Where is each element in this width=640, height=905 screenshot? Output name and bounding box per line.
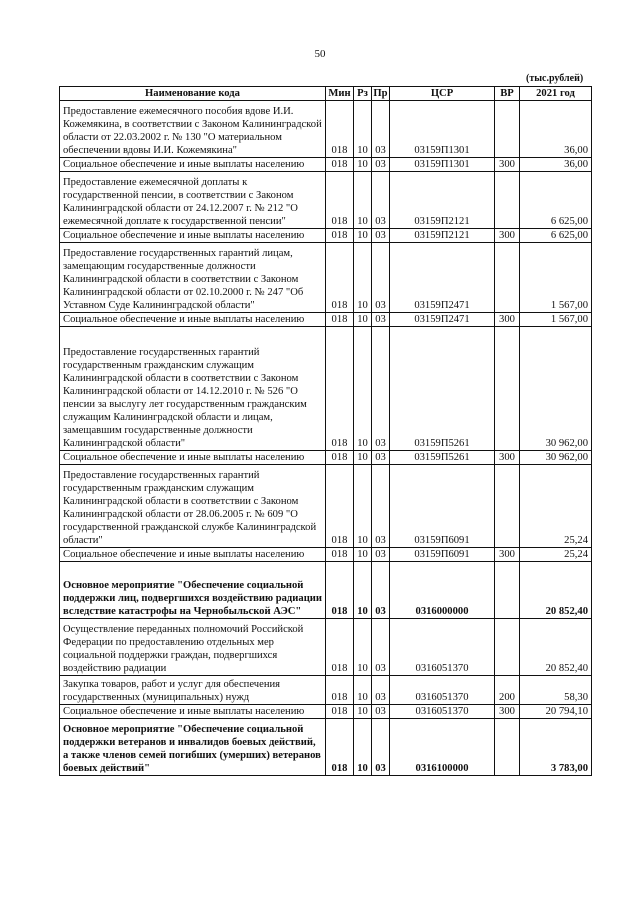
table-row [60, 719, 592, 776]
row-subsection-cell: 03 [372, 451, 390, 465]
row-target-code-cell: 0316051370 [390, 705, 495, 719]
row-expense-type-cell [495, 562, 520, 619]
row-ministry-cell: 018 [326, 719, 354, 776]
row-target-code-cell: 0316051370 [390, 619, 495, 676]
table-row [60, 562, 592, 619]
table-row [60, 243, 592, 313]
row-target-code-cell: 03159П5261 [390, 451, 495, 465]
row-ministry-cell: 018 [326, 676, 354, 705]
page-number: 50 [314, 48, 326, 60]
row-target-code-cell: 0316000000 [390, 562, 495, 619]
row-section-cell: 10 [354, 101, 372, 158]
row-expense-type-cell: 300 [495, 548, 520, 562]
row-amount-cell: 20 852,40 [520, 619, 592, 676]
table-body [60, 101, 592, 776]
row-ministry-cell: 018 [326, 101, 354, 158]
table-row [60, 548, 592, 562]
row-amount-cell: 25,24 [520, 548, 592, 562]
row-expense-type-cell: 300 [495, 229, 520, 243]
row-amount-cell: 6 625,00 [520, 172, 592, 229]
row-amount-cell: 58,30 [520, 676, 592, 705]
row-ministry-cell: 018 [326, 172, 354, 229]
row-expense-type-cell: 300 [495, 313, 520, 327]
row-expense-type-cell [495, 719, 520, 776]
row-ministry-cell: 018 [326, 229, 354, 243]
row-name-cell: Предоставление ежемесячной доплаты к государственной пенсии, в соответствии с Законом Калининградской области от 24.12.2007 г. № 212 "О ежемесячной доплате к государственной пенсии" [60, 172, 326, 229]
row-subsection-cell: 03 [372, 562, 390, 619]
row-expense-type-cell [495, 465, 520, 548]
header-section: Рз [354, 87, 372, 101]
row-name-cell: Предоставление ежемесячного пособия вдове И.И. Кожемякина, в соответствии с Законом Калининградской области от 22.03.2002 г. № 130 "О материальном обеспечении вдовы И.И. Кожемякина" [60, 101, 326, 158]
table-row [60, 327, 592, 451]
row-target-code-cell: 0316051370 [390, 676, 495, 705]
row-target-code-cell: 03159П6091 [390, 465, 495, 548]
row-subsection-cell: 03 [372, 243, 390, 313]
row-target-code-cell: 03159П6091 [390, 548, 495, 562]
row-section-cell: 10 [354, 451, 372, 465]
row-section-cell: 10 [354, 327, 372, 451]
row-section-cell: 10 [354, 313, 372, 327]
row-target-code-cell: 03159П1301 [390, 101, 495, 158]
row-target-code-cell: 03159П2471 [390, 243, 495, 313]
row-expense-type-cell: 300 [495, 705, 520, 719]
row-section-cell: 10 [354, 172, 372, 229]
header-year: 2021 год [520, 87, 592, 101]
header-ministry: Мин [326, 87, 354, 101]
table-row [60, 229, 592, 243]
table-row [60, 172, 592, 229]
row-target-code-cell: 03159П1301 [390, 158, 495, 172]
row-section-cell: 10 [354, 548, 372, 562]
row-amount-cell: 1 567,00 [520, 243, 592, 313]
row-ministry-cell: 018 [326, 313, 354, 327]
row-name-cell: Осуществление переданных полномочий Российской Федерации по предоставлению отдельных мер социальной поддержки граждан, подвергшихся воздействию радиации [60, 619, 326, 676]
table-row [60, 465, 592, 548]
row-subsection-cell: 03 [372, 465, 390, 548]
row-ministry-cell: 018 [326, 465, 354, 548]
header-target-code: ЦСР [390, 87, 495, 101]
header-expense-type: ВР [495, 87, 520, 101]
table-row [60, 313, 592, 327]
row-amount-cell: 6 625,00 [520, 229, 592, 243]
row-expense-type-cell [495, 619, 520, 676]
row-subsection-cell: 03 [372, 158, 390, 172]
row-subsection-cell: 03 [372, 705, 390, 719]
row-subsection-cell: 03 [372, 101, 390, 158]
row-section-cell: 10 [354, 619, 372, 676]
row-section-cell: 10 [354, 705, 372, 719]
row-subsection-cell: 03 [372, 619, 390, 676]
row-name-cell: Основное мероприятие "Обеспечение социальной поддержки ветеранов и инвалидов боевых действий, а также членов семей погибших (умерших) ветеранов боевых действий" [60, 719, 326, 776]
table-header-row [60, 87, 592, 101]
header-name: Наименование кода [60, 87, 326, 101]
table-row [60, 619, 592, 676]
row-name-cell: Социальное обеспечение и иные выплаты населению [60, 229, 326, 243]
row-name-cell: Социальное обеспечение и иные выплаты населению [60, 313, 326, 327]
row-expense-type-cell [495, 327, 520, 451]
row-amount-cell: 1 567,00 [520, 313, 592, 327]
row-expense-type-cell [495, 101, 520, 158]
row-amount-cell: 20 852,40 [520, 562, 592, 619]
row-subsection-cell: 03 [372, 229, 390, 243]
row-subsection-cell: 03 [372, 548, 390, 562]
row-expense-type-cell [495, 172, 520, 229]
table-row [60, 101, 592, 158]
budget-table [59, 86, 592, 776]
row-section-cell: 10 [354, 562, 372, 619]
row-name-cell: Основное мероприятие "Обеспечение социальной поддержки лиц, подвергшихся воздействию радиации вследствие катастрофы на Чернобыльской АЭС" [60, 562, 326, 619]
row-name-cell: Закупка товаров, работ и услуг для обеспечения государственных (муниципальных) нужд [60, 676, 326, 705]
table-row [60, 451, 592, 465]
row-name-cell: Предоставление государственных гарантий лицам, замещающим государственные должности Калининградской области в соответствии с Законом Калининградской области от 02.10.2000 г. № 247 "Об Уставном Суде Калининградской области" [60, 243, 326, 313]
row-name-cell: Социальное обеспечение и иные выплаты населению [60, 548, 326, 562]
row-ministry-cell: 018 [326, 705, 354, 719]
header-subsection: Пр [373, 88, 388, 99]
row-section-cell: 10 [354, 243, 372, 313]
row-target-code-cell: 03159П2121 [390, 229, 495, 243]
row-expense-type-cell: 200 [495, 676, 520, 705]
row-name-cell: Социальное обеспечение и иные выплаты населению [60, 451, 326, 465]
row-ministry-cell: 018 [326, 619, 354, 676]
row-target-code-cell: 03159П2121 [390, 172, 495, 229]
row-expense-type-cell: 300 [495, 451, 520, 465]
row-section-cell: 10 [354, 465, 372, 548]
row-amount-cell: 30 962,00 [520, 451, 592, 465]
row-target-code-cell: 0316100000 [390, 719, 495, 776]
row-ministry-cell: 018 [326, 548, 354, 562]
row-section-cell: 10 [354, 676, 372, 705]
row-target-code-cell: 03159П2471 [390, 313, 495, 327]
row-section-cell: 10 [354, 158, 372, 172]
row-ministry-cell: 018 [326, 243, 354, 313]
row-ministry-cell: 018 [326, 562, 354, 619]
row-name-cell: Предоставление государственных гарантий государственным гражданским служащим Калининградской области в соответствии с Законом Калининградской области от 14.12.2010 г. № 526 "О пенсии за выслугу лет государственным гражданским служащим Калининградской области и лицам, замещавшим государственные должности Калининградской области" [60, 327, 326, 451]
row-section-cell: 10 [354, 229, 372, 243]
row-subsection-cell: 03 [372, 327, 390, 451]
row-section-cell: 10 [354, 719, 372, 776]
row-subsection-cell: 03 [372, 172, 390, 229]
table-row [60, 158, 592, 172]
row-expense-type-cell: 300 [495, 158, 520, 172]
row-amount-cell: 36,00 [520, 158, 592, 172]
row-amount-cell: 25,24 [520, 465, 592, 548]
row-ministry-cell: 018 [326, 451, 354, 465]
row-ministry-cell: 018 [326, 327, 354, 451]
row-name-cell: Предоставление государственных гарантий государственным гражданским служащим Калининградской области в соответствии с Законом Калининградской области от 28.06.2005 г. № 609 "О государственной гражданской службе Калининградской области" [60, 465, 326, 548]
units-label: (тыс.рублей) [526, 73, 584, 84]
row-amount-cell: 36,00 [520, 101, 592, 158]
row-name-cell: Социальное обеспечение и иные выплаты населению [60, 705, 326, 719]
row-subsection-cell: 03 [372, 676, 390, 705]
row-amount-cell: 20 794,10 [520, 705, 592, 719]
table-row [60, 705, 592, 719]
row-name-cell: Социальное обеспечение и иные выплаты населению [60, 158, 326, 172]
row-subsection-cell: 03 [372, 719, 390, 776]
row-ministry-cell: 018 [326, 158, 354, 172]
row-amount-cell: 30 962,00 [520, 327, 592, 451]
row-target-code-cell: 03159П5261 [390, 327, 495, 451]
row-amount-cell: 3 783,00 [520, 719, 592, 776]
table-row [60, 676, 592, 705]
row-subsection-cell: 03 [372, 313, 390, 327]
row-expense-type-cell [495, 243, 520, 313]
